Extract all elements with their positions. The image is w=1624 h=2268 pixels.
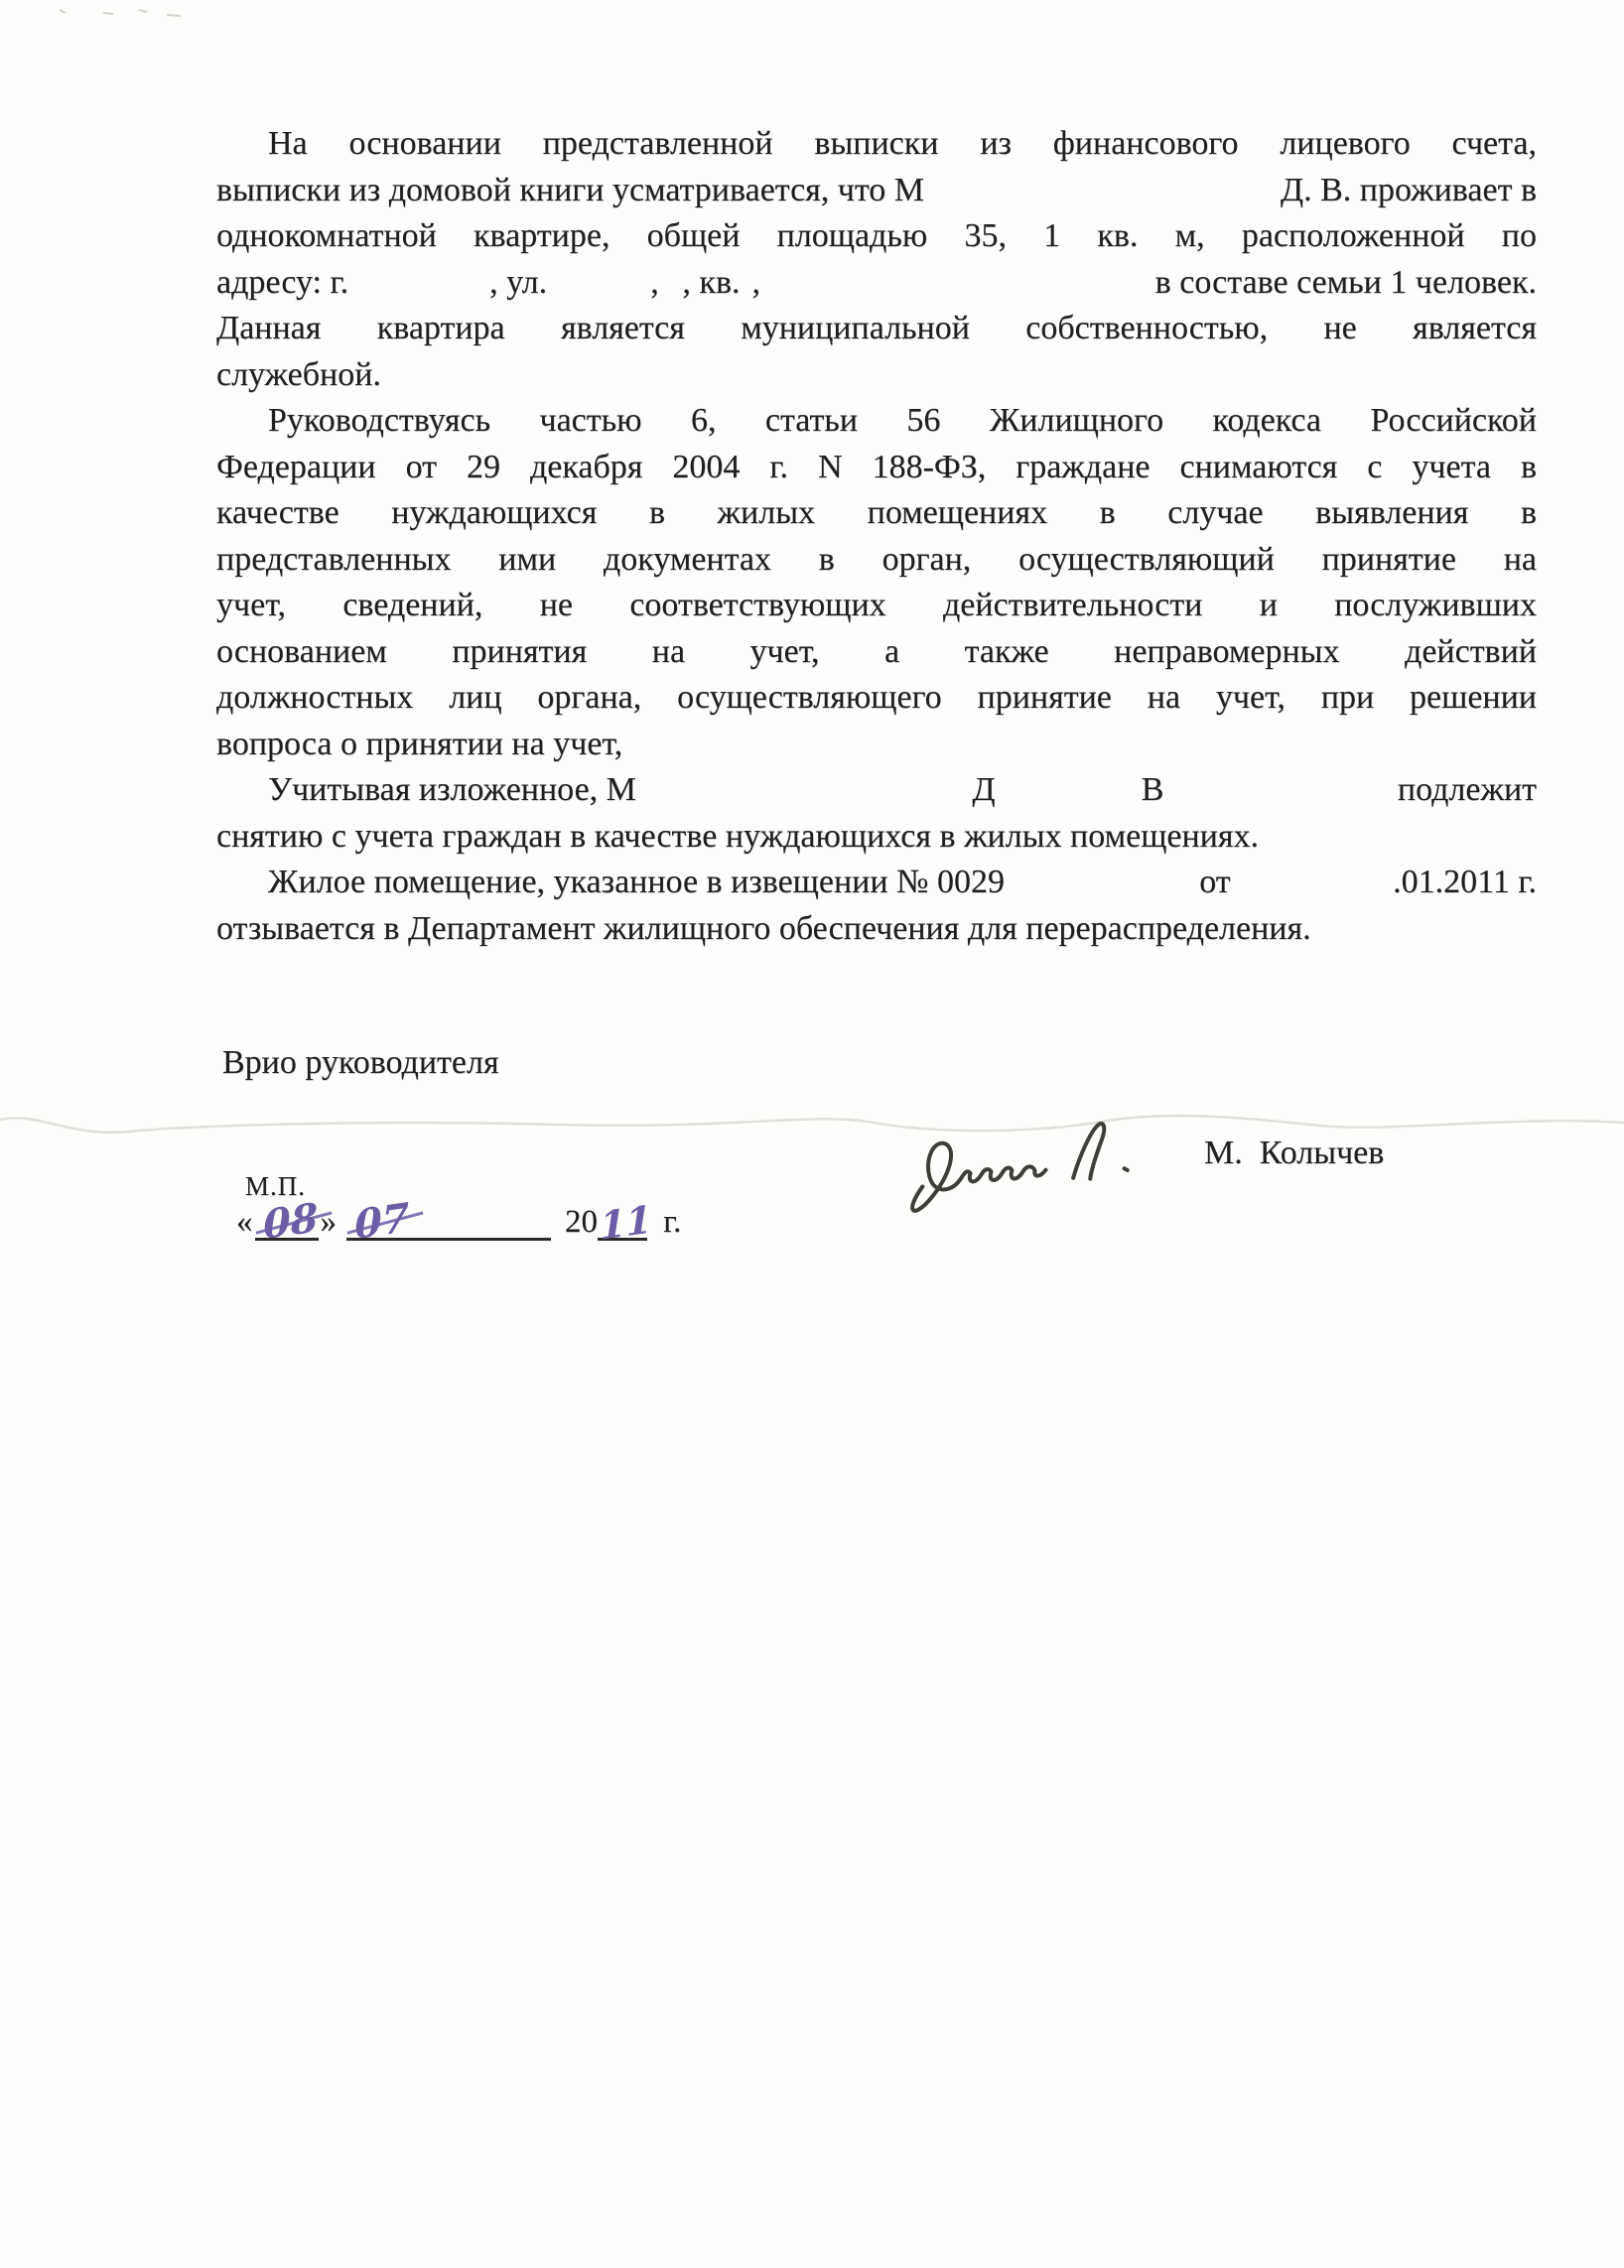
position-title: Врио руководителя xyxy=(222,1044,499,1081)
text-segment: , кв. xyxy=(682,263,741,301)
stamp-place-abbr: М.П. xyxy=(245,1171,307,1201)
text-segment: от xyxy=(1199,864,1231,900)
document-line: вопроса о принятии на учет, xyxy=(216,725,623,762)
text-segment: выписки из домовой книги усматривается, что М xyxy=(216,171,925,208)
handwritten-day: 08 xyxy=(261,1194,319,1249)
date-line xyxy=(236,1191,682,1249)
text-segment: адресу: г. xyxy=(216,263,349,301)
paper-crease xyxy=(0,1116,1624,1133)
document-line: Руководствуясь частью 6, статьи 56 Жилищного кодекса Российской xyxy=(268,402,1537,439)
text-segment: подлежит xyxy=(1397,771,1537,808)
document-line: представленных ими документах в орган, осуществляющий принятие на xyxy=(216,540,1537,578)
document-line: Данная квартира является муниципальной собственностью, не является xyxy=(216,310,1537,346)
document-line: должностных лиц органа, осуществляющего принятие на учет, при решении xyxy=(216,679,1537,716)
text-segment: Д. В. проживает в xyxy=(1280,171,1537,208)
text-segment: , ул. xyxy=(489,263,548,301)
open-quote: « xyxy=(236,1204,253,1240)
document-line: качестве нуждающихся в жилых помещениях в случае выявления в xyxy=(216,494,1537,531)
handwritten-month: 07 xyxy=(353,1194,411,1249)
text-segment: Жилое помещение, указанное в извещении № 0029 xyxy=(268,864,1005,900)
document-line: служебной. xyxy=(216,355,381,393)
year-century: 20 xyxy=(565,1204,598,1240)
document-line xyxy=(216,260,1537,307)
document-line xyxy=(216,168,1537,214)
document-line: Федерации от 29 декабря 2004 г. N 188-ФЗ, граждане снимаются с учета в xyxy=(216,448,1537,485)
text-segment: Д xyxy=(972,771,996,808)
document-body xyxy=(216,121,1537,952)
document-line: На основании представленной выписки из финансового лицевого счета, xyxy=(268,125,1537,162)
text-segment: В xyxy=(1141,771,1164,808)
text-segment: в составе семьи 1 человек. xyxy=(1154,263,1537,301)
document-line: учет, сведений, не соответствующих действительности и послуживших xyxy=(216,587,1537,623)
document-line: отзывается в Департамент жилищного обеспечения для перераспределения. xyxy=(216,909,1311,947)
document-line: снятию с учета граждан в качестве нуждающихся в жилых помещениях. xyxy=(216,817,1260,855)
month-blank xyxy=(346,1194,551,1249)
text-segment: , xyxy=(751,263,760,301)
document-line: однокомнатной квартире, общей площадью 35, 1 кв. м, расположенной по xyxy=(216,217,1537,254)
close-quote: » xyxy=(320,1204,337,1240)
signature-autograph xyxy=(893,1114,1161,1213)
era-suffix: г. xyxy=(655,1204,682,1240)
text-segment: .01.2011 г. xyxy=(1393,864,1537,900)
day-blank xyxy=(255,1194,319,1249)
signer-name: М. Колычев xyxy=(1204,1134,1385,1171)
handwritten-year: 11 xyxy=(599,1196,653,1249)
document-line xyxy=(216,860,1537,906)
document-line: основанием принятия на учет, а также неправомерных действий xyxy=(216,632,1537,670)
year-blank xyxy=(598,1196,653,1249)
document-line xyxy=(216,767,1537,814)
text-segment: , xyxy=(650,263,659,301)
text-segment: Учитывая изложенное, М xyxy=(268,771,636,808)
